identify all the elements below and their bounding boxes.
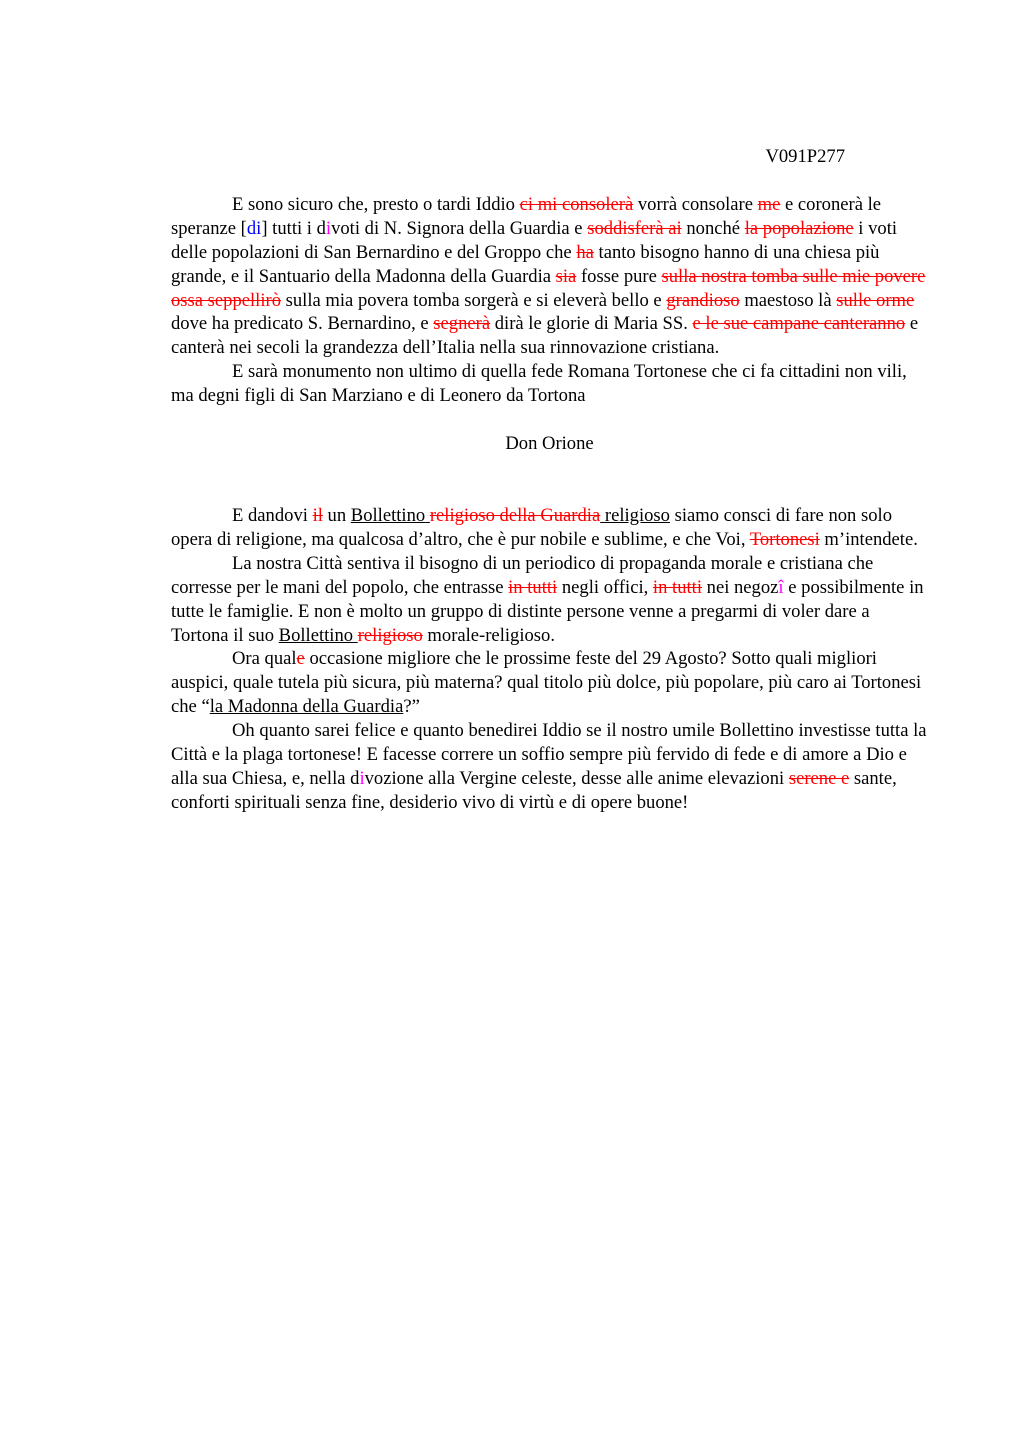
underlined-text: Bollettino [350, 504, 426, 526]
inserted-text: di [246, 217, 262, 239]
text-run: fosse pure [576, 265, 662, 287]
text-run: dirà le glorie di Maria SS. [490, 313, 693, 335]
text-run: sante, conforti spirituali senza fine, desiderio vivo di virtù e di opere buone! [171, 767, 897, 813]
text-run: morale-religioso. [422, 624, 555, 646]
deleted-text: serene e [788, 767, 850, 789]
deleted-text: in tutti [508, 576, 558, 598]
deleted-text: grandioso [666, 289, 740, 311]
text-run: E sono sicuro che, presto o tardi Iddio [232, 193, 520, 215]
text-run: vorrà consolare [633, 193, 758, 215]
text-run: maestoso là [739, 289, 837, 311]
deleted-text: e le sue campane canteranno [692, 313, 906, 335]
text-run: tanto bisogno hanno di una chiesa più grande, e il Santuario della Madonna della Guardia [171, 241, 880, 287]
text-run: nonché [681, 217, 745, 239]
inserted-text: î [778, 576, 784, 598]
text-run: dove ha predicato S. Bernardino, e [171, 313, 434, 335]
deleted-text: sulle orme [836, 289, 915, 311]
text-run: sulla mia povera tomba sorgerà e si eleverà bello e [281, 289, 667, 311]
paragraph-1 [171, 193, 928, 360]
text-run: e canterà nei secoli la grandezza dell’Italia nella sua rinnovazione cristiana. [171, 313, 919, 359]
deleted-text: Tortonesi [749, 528, 820, 550]
underlined-text: Bollettino [278, 624, 354, 646]
text-run: nei negoz [702, 576, 779, 598]
deleted-text: la popolazione [744, 217, 854, 239]
inserted-text: i [359, 767, 365, 789]
deleted-text: ha [576, 241, 594, 263]
text-run: E dandovi [232, 504, 313, 526]
text-run: Oh quanto sarei felice e quanto benedirei Iddio se il nostro umile Bollettino investisse tutta la Città e la plaga tortonese! E facesse correre un soffio sempre più fervido di fede e di amore a Dio e alla sua Chiesa, e, nella d [171, 720, 927, 789]
text-run: e coronerà le speranze [ [171, 193, 882, 239]
text-run: La nostra Città sentiva il bisogno di un periodico di propaganda morale e cristiana che corresse per le mani del popolo, che entrasse [171, 552, 874, 598]
section-gap [171, 456, 928, 504]
deleted-text: ci mi consolerà [519, 193, 634, 215]
deleted-text: sia [555, 265, 577, 287]
paragraph-5 [171, 647, 928, 719]
paragraph-6 [171, 719, 928, 815]
text-run: voti di N. Signora della Guardia e [331, 217, 588, 239]
inserted-text: i [325, 217, 332, 239]
paragraph-4 [171, 552, 928, 648]
deleted-text: religioso della Guardia [429, 504, 601, 526]
deleted-text: me [757, 193, 781, 215]
text-run: Ora qual [232, 648, 297, 670]
signature: Don Orione [505, 433, 594, 455]
deleted-text: segnerà [433, 313, 491, 335]
deleted-text: sulla nostra tomba sulle mie povere ossa seppellirò [171, 265, 926, 311]
deleted-text: soddisferà ai [587, 217, 682, 239]
deleted-text: in tutti [652, 576, 702, 598]
text-run: ] tutti i d [261, 217, 326, 239]
document-page [171, 145, 928, 815]
text-run: m’intendete. [819, 528, 918, 550]
underlined-text: religioso [604, 504, 670, 526]
paragraph-3 [171, 504, 928, 552]
text-run: vozione alla Vergine celeste, desse alle anime elevazioni [364, 767, 789, 789]
deleted-text: il [312, 504, 323, 526]
document-code: V091P277 [765, 146, 845, 167]
text-run: un [322, 504, 351, 526]
text-run: ?” [403, 696, 420, 718]
text-run: i voti delle popolazioni di San Bernardino e del Groppo che [171, 217, 898, 263]
paragraph-2: E sarà monumento non ultimo di quella fede Romana Tortonese che ci fa cittadini non vili, ma degni figli di San Marziano e di Leonero da Tortona [171, 361, 907, 407]
deleted-text: religioso [357, 624, 423, 646]
underlined-text: la Madonna della Guardia [209, 696, 404, 718]
deleted-text: e [296, 648, 305, 670]
text-run: e possibilmente in tutte le famiglie. E non è molto un gruppo di distinte persone venne a pregarmi di voler dare a Tortona il suo [171, 576, 924, 646]
text-run: siamo consci di fare non solo opera di religione, ma qualcosa d’altro, che è pur nobile e sublime, e che Voi, [171, 504, 892, 550]
text-run: occasione migliore che le prossime feste del 29 Agosto? Sotto quali migliori auspici, quale tutela più sicura, più materna? qual titolo più dolce, più popolare, più caro ai Tortonesi che “ [171, 648, 922, 718]
text-run: negli offici, [557, 576, 653, 598]
